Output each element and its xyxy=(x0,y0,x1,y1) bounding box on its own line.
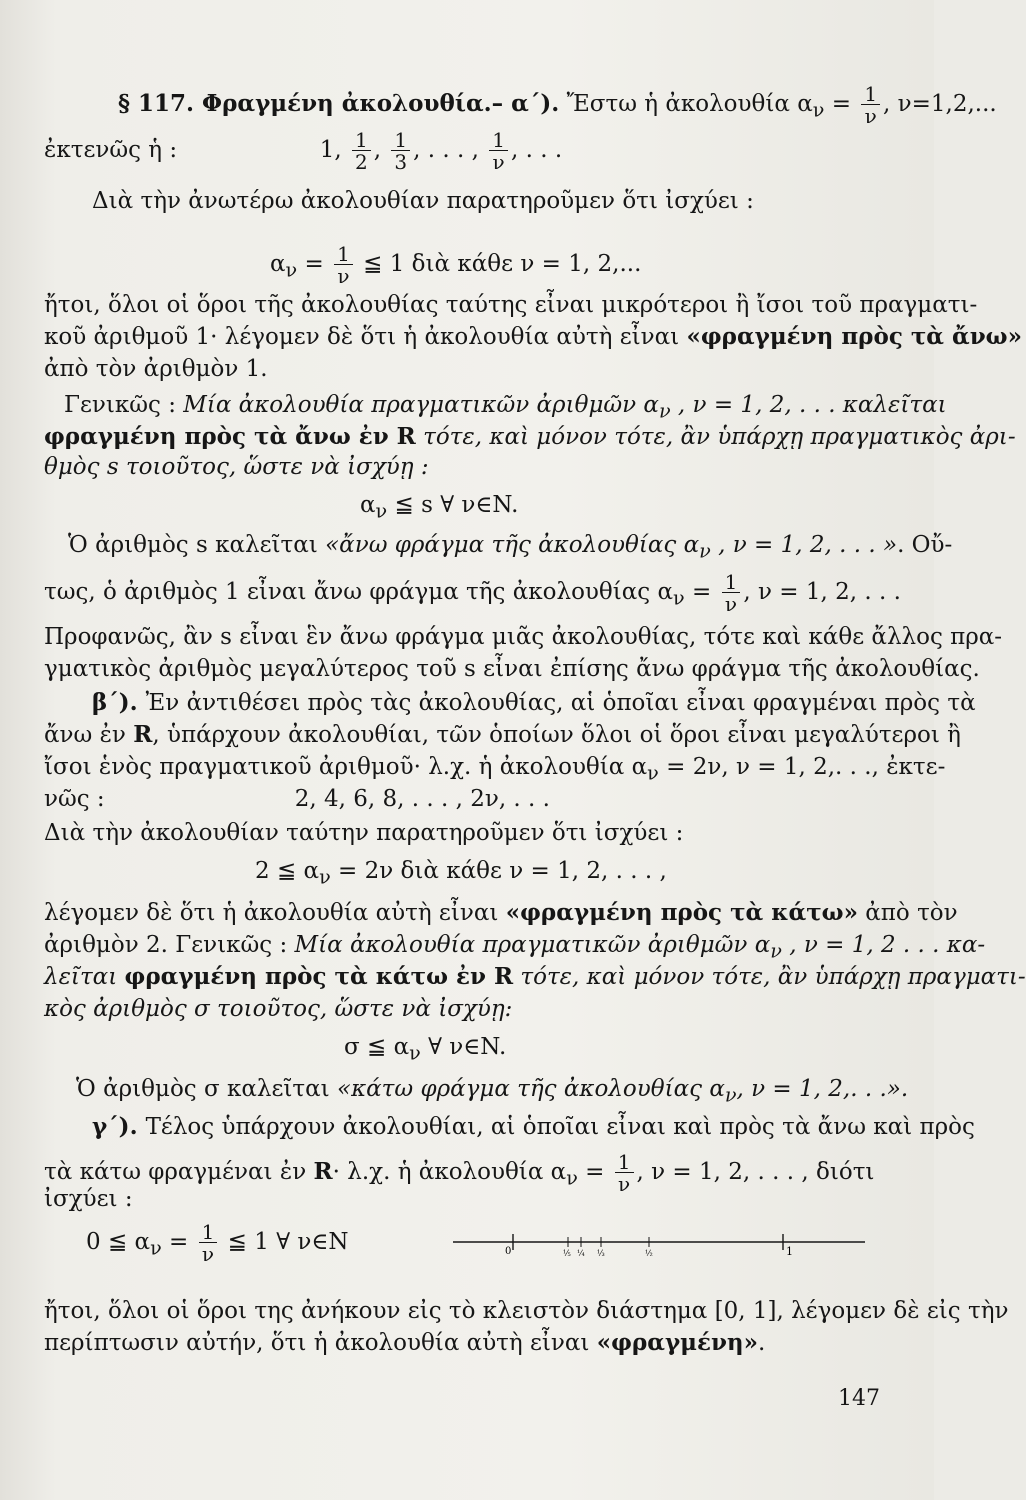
formula-upper-bound-s: $\alpha_\nu$ ≦ s ∀ ν∈N. xyxy=(360,492,519,523)
definition-line: θμὸς s τοιοῦτος, ὥστε νὰ ἰσχύῃ : xyxy=(44,454,429,480)
text-line: τὰ κάτω φραγμέναι ἐν R· λ.χ. ἡ ἀκολουθία $\alpha_\nu$ = $\frac{1}{\nu}$ , ν = 1, 2, . . . , διότι xyxy=(44,1150,875,1196)
text-line: ἀπὸ τὸν ἀριθμὸν 1. xyxy=(44,356,268,382)
tick-label-1-2: ½ xyxy=(645,1249,653,1258)
formula-lower-bound: 2 ≦ $\alpha_\nu = 2\nu$ διὰ κάθε ν = 1, 2, . . . , xyxy=(255,858,667,889)
formula-upper-bound: $\alpha_\nu$ = $\frac{1}{\nu}$ ≦ 1 διὰ κάθε ν = 1, 2,... xyxy=(270,242,642,288)
definition-line: φραγμένη πρὸς τὰ ἄνω ἐν R τότε, καὶ μόνον τότε, ἂν ὑπάρχῃ πραγματικὸς ἀρι- xyxy=(44,423,1016,450)
page-number: 147 xyxy=(838,1386,880,1411)
tick-label-1-4: ¼ xyxy=(577,1249,585,1258)
section-heading: § 117. Φραγμένη ἀκολουθία.– α΄). xyxy=(118,90,560,117)
text-line: ἰσχύει : xyxy=(44,1186,133,1212)
text-line: γματικὸς ἀριθμὸς μεγαλύτερος τοῦ s εἶναι ἐπίσης ἄνω φράγμα τῆς ἀκολουθίας. xyxy=(44,656,980,682)
text-line: Διὰ τὴν ἀνωτέρω ἀκολουθίαν παρατηροῦμεν ὅτι ἰσχύει : xyxy=(92,188,754,214)
number-line-diagram xyxy=(453,1228,865,1258)
definition-line: λεῖται φραγμένη πρὸς τὰ κάτω ἐν R τότε, καὶ μόνον τότε, ἂν ὑπάρχῃ πραγματι- xyxy=(44,963,1026,990)
tick-label-1-3: ⅓ xyxy=(597,1249,605,1258)
axis-zero-label: 0 xyxy=(505,1246,512,1257)
formula-lower-bound-sigma: σ ≦ $\alpha_\nu$ ∀ ν∈N. xyxy=(344,1034,507,1065)
text-line: κοῦ ἀριθμοῦ 1· λέγομεν δὲ ὅτι ἡ ἀκολουθία αὐτὴ εἶναι «φραγμένη πρὸς τὰ ἄνω» xyxy=(44,323,1022,350)
definition-line: κὸς ἀριθμὸς σ τοιοῦτος, ὥστε νὰ ἰσχύῃ: xyxy=(44,996,513,1022)
subsection-c: γ΄). Τέλος ὑπάρχουν ἀκολουθίαι, αἱ ὁποῖαι εἶναι καὶ πρὸς τὰ ἄνω καὶ πρὸς xyxy=(92,1113,975,1140)
section-117-line-1: § 117. Φραγμένη ἀκολουθία.– α΄). Ἔστω ἡ ἀκολουθία $\alpha_\nu$ = $\frac{1}{\nu}$ , ν=1,2,... xyxy=(118,82,997,128)
text-line: ἴσοι ἑνὸς πραγματικοῦ ἀριθμοῦ· λ.χ. ἡ ἀκολουθία $\alpha_\nu = 2\nu$, ν = 1, 2,. . ., ἐκτε- xyxy=(44,754,946,785)
text-line: λέγομεν δὲ ὅτι ἡ ἀκολουθία αὐτὴ εἶναι «φραγμένη πρὸς τὰ κάτω» ἀπὸ τὸν xyxy=(44,899,958,926)
subsection-b: β΄). Ἐν ἀντιθέσει πρὸς τὰς ἀκολουθίας, αἱ ὁποῖαι εἶναι φραγμέναι πρὸς τὰ xyxy=(92,689,976,716)
formula-bounded: 0 ≦ $\alpha_\nu$ = $\frac{1}{\nu}$ ≦ 1 ∀ ν∈N xyxy=(86,1220,349,1266)
text-line: Ὁ ἀριθμὸς σ καλεῖται «κάτω φράγμα τῆς ἀκολουθίας $\alpha_\nu$, ν = 1, 2,. . .». xyxy=(76,1076,909,1107)
definition-line: ἀριθμὸν 2. Γενικῶς : Μία ἀκολουθία πραγματικῶν ἀριθμῶν $\alpha_\nu$ , ν = 1, 2 . . . κα- xyxy=(44,932,986,963)
text-line: νῶς : 2, 4, 6, 8, . . . , 2ν, . . . xyxy=(44,786,550,812)
text-line: περίπτωσιν αὐτήν, ὅτι ἡ ἀκολουθία αὐτὴ εἶναι «φραγμένη». xyxy=(44,1329,766,1356)
sequence-expansion-line: ἐκτενῶς ἡ : 1, $\frac{1}{2}$ , $\frac{1}{3}$ , . . . , $\frac{1}{\nu}$ , . . . xyxy=(44,128,563,174)
text-line: τως, ὁ ἀριθμὸς 1 εἶναι ἄνω φράγμα τῆς ἀκολουθίας $\alpha_\nu$ = $\frac{1}{\nu}$ , ν = 1, 2, . . . xyxy=(44,570,901,616)
fraction: $\frac{1}{\nu}$ xyxy=(861,84,880,126)
tick-label-1-5: ⅕ xyxy=(563,1249,571,1258)
text-line: ἄνω ἐν R, ὑπάρχουν ἀκολουθίαι, τῶν ὁποίων ὅλοι οἱ ὅροι εἶναι μεγαλύτεροι ἢ xyxy=(44,721,961,748)
text-line: Ὁ ἀριθμὸς s καλεῖται «ἄνω φράγμα τῆς ἀκολουθίας $\alpha_\nu$ , ν = 1, 2, . . . ». Οὔ- xyxy=(68,532,953,563)
text-line: Προφανῶς, ἂν s εἶναι ἓν ἄνω φράγμα μιᾶς ἀκολουθίας, τότε καὶ κάθε ἄλλος πρα- xyxy=(44,624,1003,650)
axis-one-label: 1 xyxy=(786,1245,793,1258)
text-line: ἤτοι, ὅλοι οἱ ὅροι τῆς ἀκολουθίας ταύτης εἶναι μικρότεροι ἢ ἴσοι τοῦ πραγματι- xyxy=(44,292,978,318)
text-line: Διὰ τὴν ἀκολουθίαν ταύτην παρατηροῦμεν ὅτι ἰσχύει : xyxy=(44,820,684,846)
definition-line: Γενικῶς : Μία ἀκολουθία πραγματικῶν ἀριθμῶν $\alpha_\nu$ , ν = 1, 2, . . . καλεῖται xyxy=(64,392,947,423)
text-line: ἤτοι, ὅλοι οἱ ὅροι της ἀνήκουν εἰς τὸ κλειστὸν διάστημα [0, 1], λέγομεν δὲ εἰς τὴν xyxy=(44,1298,1009,1324)
